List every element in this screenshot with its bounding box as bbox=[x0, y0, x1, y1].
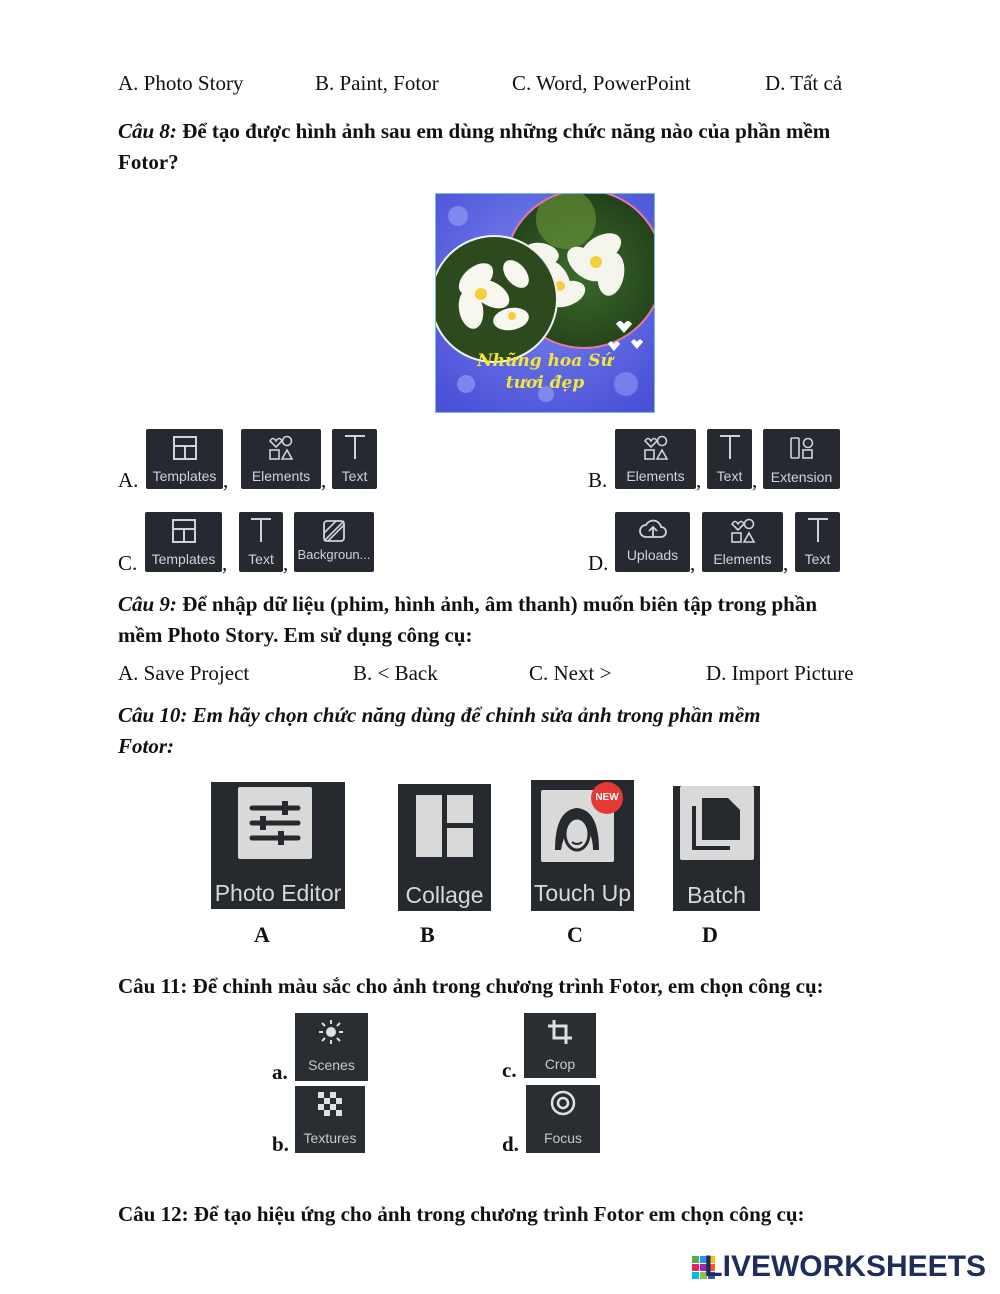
q9-option-b: B. < Back bbox=[353, 661, 438, 685]
q7-option-d: D. Tất cả bbox=[765, 71, 843, 95]
elements-icon bbox=[268, 435, 294, 461]
q9-text-line2: mềm Photo Story. Em sử dụng công cụ: bbox=[118, 623, 473, 647]
tile-label: Touch Up bbox=[533, 880, 632, 906]
tile-label: Text bbox=[248, 551, 274, 567]
tile-label: Collage bbox=[405, 882, 484, 908]
elements-icon bbox=[730, 518, 756, 544]
templates-icon bbox=[172, 435, 198, 461]
comma: , bbox=[690, 551, 696, 575]
q8-text-line2: Fotor? bbox=[118, 150, 179, 174]
q7-option-a: A. Photo Story bbox=[118, 71, 244, 95]
tile-label: Crop bbox=[544, 1056, 576, 1072]
text-icon bbox=[342, 433, 368, 461]
q10-line2: Fotor: bbox=[118, 734, 175, 758]
tile-elements[interactable] bbox=[615, 429, 696, 489]
tile-photo-editor[interactable] bbox=[211, 782, 345, 909]
q11-label-c: c. bbox=[502, 1058, 517, 1082]
tile-scenes[interactable] bbox=[295, 1013, 368, 1081]
image-caption-line1: Những hoa Sứ bbox=[477, 351, 613, 371]
tile-label: Text bbox=[804, 551, 831, 567]
batch-icon bbox=[680, 786, 754, 860]
text-icon bbox=[717, 433, 743, 461]
upload-cloud-icon bbox=[639, 517, 667, 541]
q9-option-d: D. Import Picture bbox=[706, 661, 854, 685]
tile-label: Elements bbox=[713, 551, 772, 567]
q11-label-a: a. bbox=[272, 1060, 288, 1084]
tile-uploads[interactable] bbox=[615, 512, 690, 572]
tile-label: Uploads bbox=[626, 547, 679, 563]
background-icon bbox=[322, 519, 346, 543]
focus-icon bbox=[549, 1089, 577, 1117]
caption-b: B bbox=[420, 922, 435, 947]
tile-text[interactable] bbox=[795, 512, 840, 572]
q8-option-c-label: C. bbox=[118, 551, 138, 575]
caption-c: C bbox=[567, 922, 583, 947]
tile-label: Templates bbox=[151, 551, 216, 567]
tile-label: Backgroun... bbox=[297, 547, 371, 562]
tile-label: Elements bbox=[626, 468, 685, 484]
tile-elements[interactable] bbox=[241, 429, 321, 489]
q10-question bbox=[118, 700, 918, 762]
tile-label: Templates bbox=[152, 468, 217, 484]
tile-text[interactable] bbox=[239, 512, 283, 572]
tile-label: Focus bbox=[543, 1130, 583, 1146]
caption-a: A bbox=[254, 922, 270, 947]
templates-icon bbox=[171, 518, 197, 544]
elements-icon bbox=[643, 435, 669, 461]
tile-label: Batch bbox=[687, 882, 746, 908]
sliders-icon bbox=[238, 787, 312, 859]
q7-option-c: C. Word, PowerPoint bbox=[512, 71, 691, 95]
q9-option-a: A. Save Project bbox=[118, 661, 250, 685]
tile-textures[interactable] bbox=[295, 1086, 365, 1153]
tile-touch-up[interactable] bbox=[531, 780, 634, 911]
tile-text[interactable] bbox=[332, 429, 377, 489]
q9-label: Câu 9: bbox=[118, 592, 177, 616]
image-caption bbox=[436, 350, 654, 394]
tile-elements[interactable] bbox=[702, 512, 783, 572]
tile-label: Textures bbox=[303, 1130, 357, 1146]
q11-label-d: d. bbox=[502, 1132, 519, 1156]
q8-option-a-label: A. bbox=[118, 468, 139, 492]
q8-text-line1: Để tạo được hình ảnh sau em dùng những chức năng nào của phần mềm bbox=[182, 119, 831, 143]
crop-icon bbox=[547, 1019, 573, 1045]
tile-background[interactable] bbox=[294, 512, 374, 572]
tile-batch[interactable] bbox=[673, 786, 760, 911]
new-badge: NEW bbox=[591, 782, 623, 814]
q11-label-b: b. bbox=[272, 1132, 289, 1156]
q8-option-b-label: B. bbox=[588, 468, 608, 492]
tile-text[interactable] bbox=[707, 429, 752, 489]
checker-icon bbox=[318, 1092, 342, 1116]
tile-label: Scenes bbox=[308, 1057, 355, 1073]
comma: , bbox=[223, 468, 229, 492]
q8-label: Câu 8: bbox=[118, 119, 177, 143]
extension-icon bbox=[789, 435, 815, 461]
comma: , bbox=[321, 468, 327, 492]
q12-question: Câu 12: Để tạo hiệu ứng cho ảnh trong chương trình Fotor em chọn công cụ: bbox=[118, 1202, 805, 1226]
q9-option-c: C. Next > bbox=[529, 661, 612, 685]
tile-label: Text bbox=[341, 468, 368, 484]
tile-templates[interactable] bbox=[145, 512, 222, 572]
q9-question bbox=[118, 589, 918, 651]
tile-collage[interactable] bbox=[398, 784, 491, 911]
tile-templates[interactable] bbox=[146, 429, 223, 489]
text-icon bbox=[248, 516, 274, 544]
sun-icon bbox=[318, 1019, 344, 1045]
collage-icon bbox=[408, 789, 481, 863]
comma: , bbox=[752, 468, 758, 492]
q8-flower-image bbox=[435, 193, 655, 413]
comma: , bbox=[696, 468, 702, 492]
tile-label: Text bbox=[716, 468, 743, 484]
comma: , bbox=[283, 551, 289, 575]
text-icon bbox=[805, 516, 831, 544]
q8-option-d-label: D. bbox=[588, 551, 609, 575]
liveworksheets-brand: LIVEWORKSHEETS bbox=[704, 1250, 986, 1283]
tile-label: Photo Editor bbox=[214, 880, 342, 906]
comma: , bbox=[222, 551, 228, 575]
image-caption-line2: tươi đẹp bbox=[505, 373, 585, 393]
q11-question: Câu 11: Để chỉnh màu sắc cho ảnh trong chương trình Fotor, em chọn công cụ: bbox=[118, 974, 824, 998]
tile-label: Extension bbox=[770, 469, 833, 485]
q10-line1: Câu 10: Em hãy chọn chức năng dùng để chỉnh sửa ảnh trong phần mềm bbox=[118, 703, 761, 727]
q9-text-line1: Để nhập dữ liệu (phim, hình ảnh, âm thanh) muốn biên tập trong phần bbox=[182, 592, 818, 616]
q7-option-b: B. Paint, Fotor bbox=[315, 71, 439, 95]
q8-question bbox=[118, 116, 918, 178]
comma: , bbox=[783, 551, 789, 575]
caption-d: D bbox=[702, 922, 718, 947]
tile-focus[interactable] bbox=[526, 1085, 600, 1153]
tile-crop[interactable] bbox=[524, 1013, 596, 1078]
tile-label: Elements bbox=[251, 468, 311, 484]
tile-extension[interactable] bbox=[763, 429, 840, 489]
